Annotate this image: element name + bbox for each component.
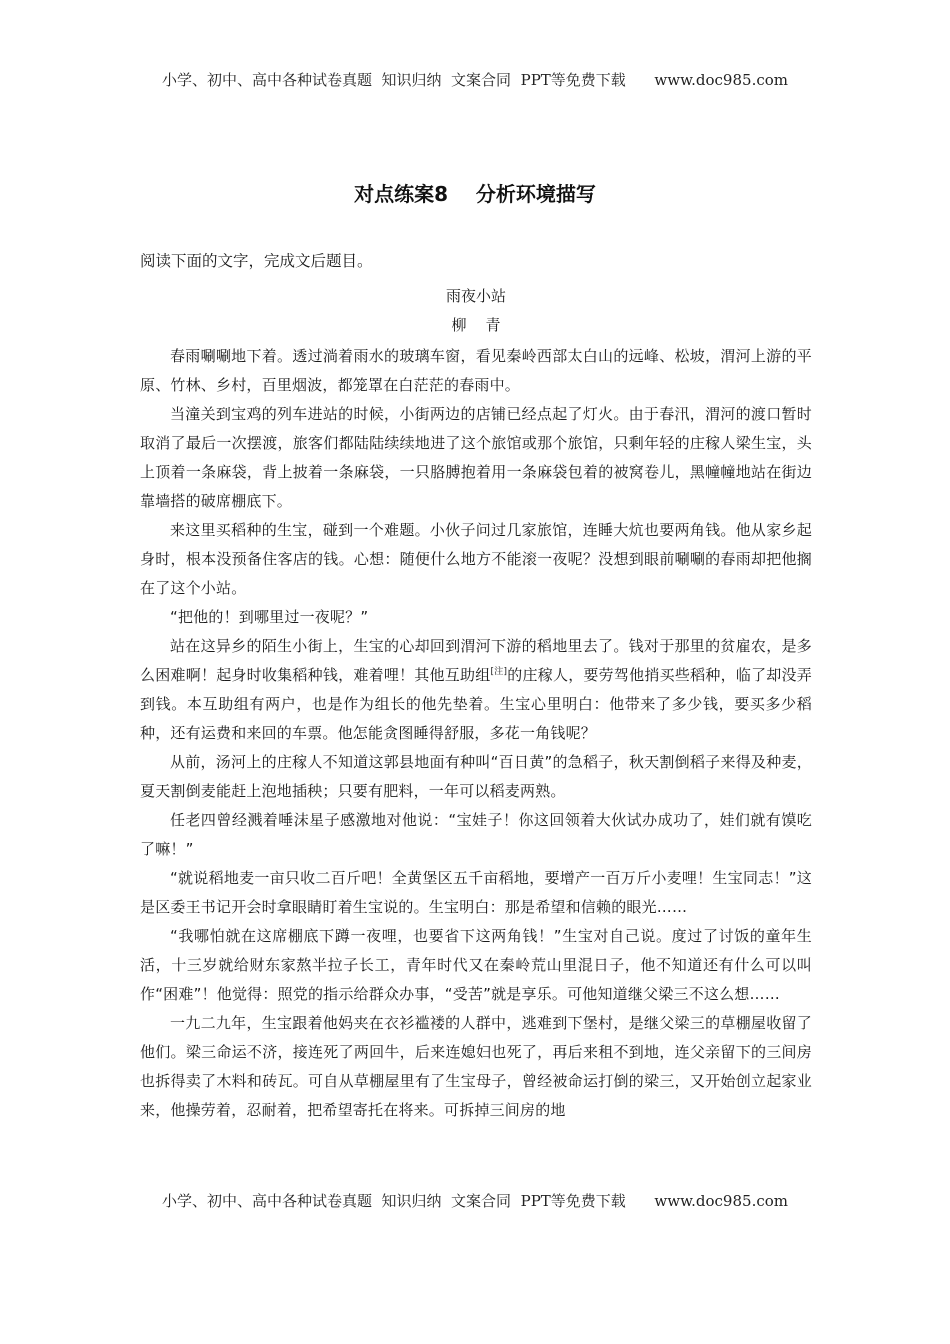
- page-footer: 小学、初中、高中各种试卷真题 知识归纳 文案合同 PPT等免费下载 www.doc985.com: [161, 1192, 788, 1210]
- instruction-text: 阅读下面的文字，完成文后题目。: [140, 252, 373, 270]
- paragraph-7: 任老四曾经溅着唾沫星子感激地对他说：“宝娃子！你这回领着大伙试办成功了，娃们就有馍吃了嘛！”: [140, 811, 812, 858]
- story-title: 雨夜小站: [445, 287, 506, 305]
- paragraph-5-after: 的庄稼人，要劳驾他捎买些稻种，临了却没弄到钱。本互助组有两户，也是作为组长的他先垫着。生宝心里明白：他带来了多少钱，要买多少稻种，还有运费和来回的车票。他怎能贪图睡得舒服，多花一角钱呢？: [140, 666, 812, 742]
- paragraph-2: 当潼关到宝鸡的列车进站的时候，小街两边的店铺已经点起了灯火。由于春汛，渭河的渡口暂时取消了最后一次摆渡，旅客们都陆陆续续地进了这个旅馆或那个旅馆，只剩年轻的庄稼人梁生宝，头上顶着一条麻袋，背上披着一条麻袋，一只胳膊抱着用一条麻袋包着的被窝卷儿，黑幢幢地站在街边靠墙搭的破席棚底下。: [140, 405, 812, 510]
- paragraph-9: “我哪怕就在这席棚底下蹲一夜哩，也要省下这两角钱！”生宝对自己说。度过了讨饭的童年生活，十三岁就给财东家熬半拉子长工，青年时代又在秦岭荒山里混日子，他不知道还有什么可以叫作“困难”！他觉得：照党的指示给群众办事，“受苦”就是享乐。可他知道继父梁三不这么想……: [140, 927, 812, 1003]
- paragraph-1: 春雨唰唰地下着。透过淌着雨水的玻璃车窗，看见秦岭西部太白山的远峰、松坡，渭河上游的平原、竹林、乡村，百里烟波，都笼罩在白茫茫的春雨中。: [140, 347, 812, 394]
- paragraph-4: “把他的！到哪里过一夜呢？”: [170, 608, 369, 626]
- page-header: 小学、初中、高中各种试卷真题 知识归纳 文案合同 PPT等免费下载 www.doc985.com: [161, 71, 788, 89]
- paragraph-8: “就说稻地麦一亩只收二百斤吧！全黄堡区五千亩稻地，要增产一百万斤小麦哩！生宝同志！”这是区委王书记开会时拿眼睛盯着生宝说的。生宝明白：那是希望和信赖的眼光……: [140, 869, 812, 916]
- paragraph-5-before: 站在这异乡的陌生小街上，生宝的心却回到渭河下游的稻地里去了。钱对于那里的贫雇农，是多么困难啊！起身时收集稻种钱，难着哩！其他互助组: [140, 637, 812, 684]
- paragraph-3: 来这里买稻种的生宝，碰到一个难题。小伙子问过几家旅馆，连睡大炕也要两角钱。他从家乡起身时，根本没预备住客店的钱。心想：随便什么地方不能滚一夜呢？没想到眼前唰唰的春雨却把他搁在了这个小站。: [140, 521, 812, 597]
- paragraph-10: 一九二九年，生宝跟着他妈夹在衣衫褴褛的人群中，逃难到下堡村，是继父梁三的草棚屋收留了他们。梁三命运不济，接连死了两回牛，后来连媳妇也死了，再后来租不到地，连父亲留下的三间房也拆得卖了木料和砖瓦。可自从草棚屋里有了生宝母子，曾经被命运打倒的梁三，又开始创立起家业来，他操劳着，忍耐着，把希望寄托在将来。可拆掉三间房的地: [140, 1014, 812, 1119]
- paragraph-6: 从前，汤河上的庄稼人不知道这郭县地面有种叫“百日黄”的急稻子，秋天割倒稻子来得及种麦，夏天割倒麦能赶上泡地插秧；只要有肥料，一年可以稻麦两熟。: [140, 753, 812, 800]
- page-title: 对点练案8 分析环境描写: [354, 182, 596, 206]
- story-author: 柳 青: [451, 316, 501, 334]
- footnote-marker: [注]: [490, 667, 508, 677]
- paragraph-5: [140, 632, 812, 748]
- document-body: [140, 247, 812, 1125]
